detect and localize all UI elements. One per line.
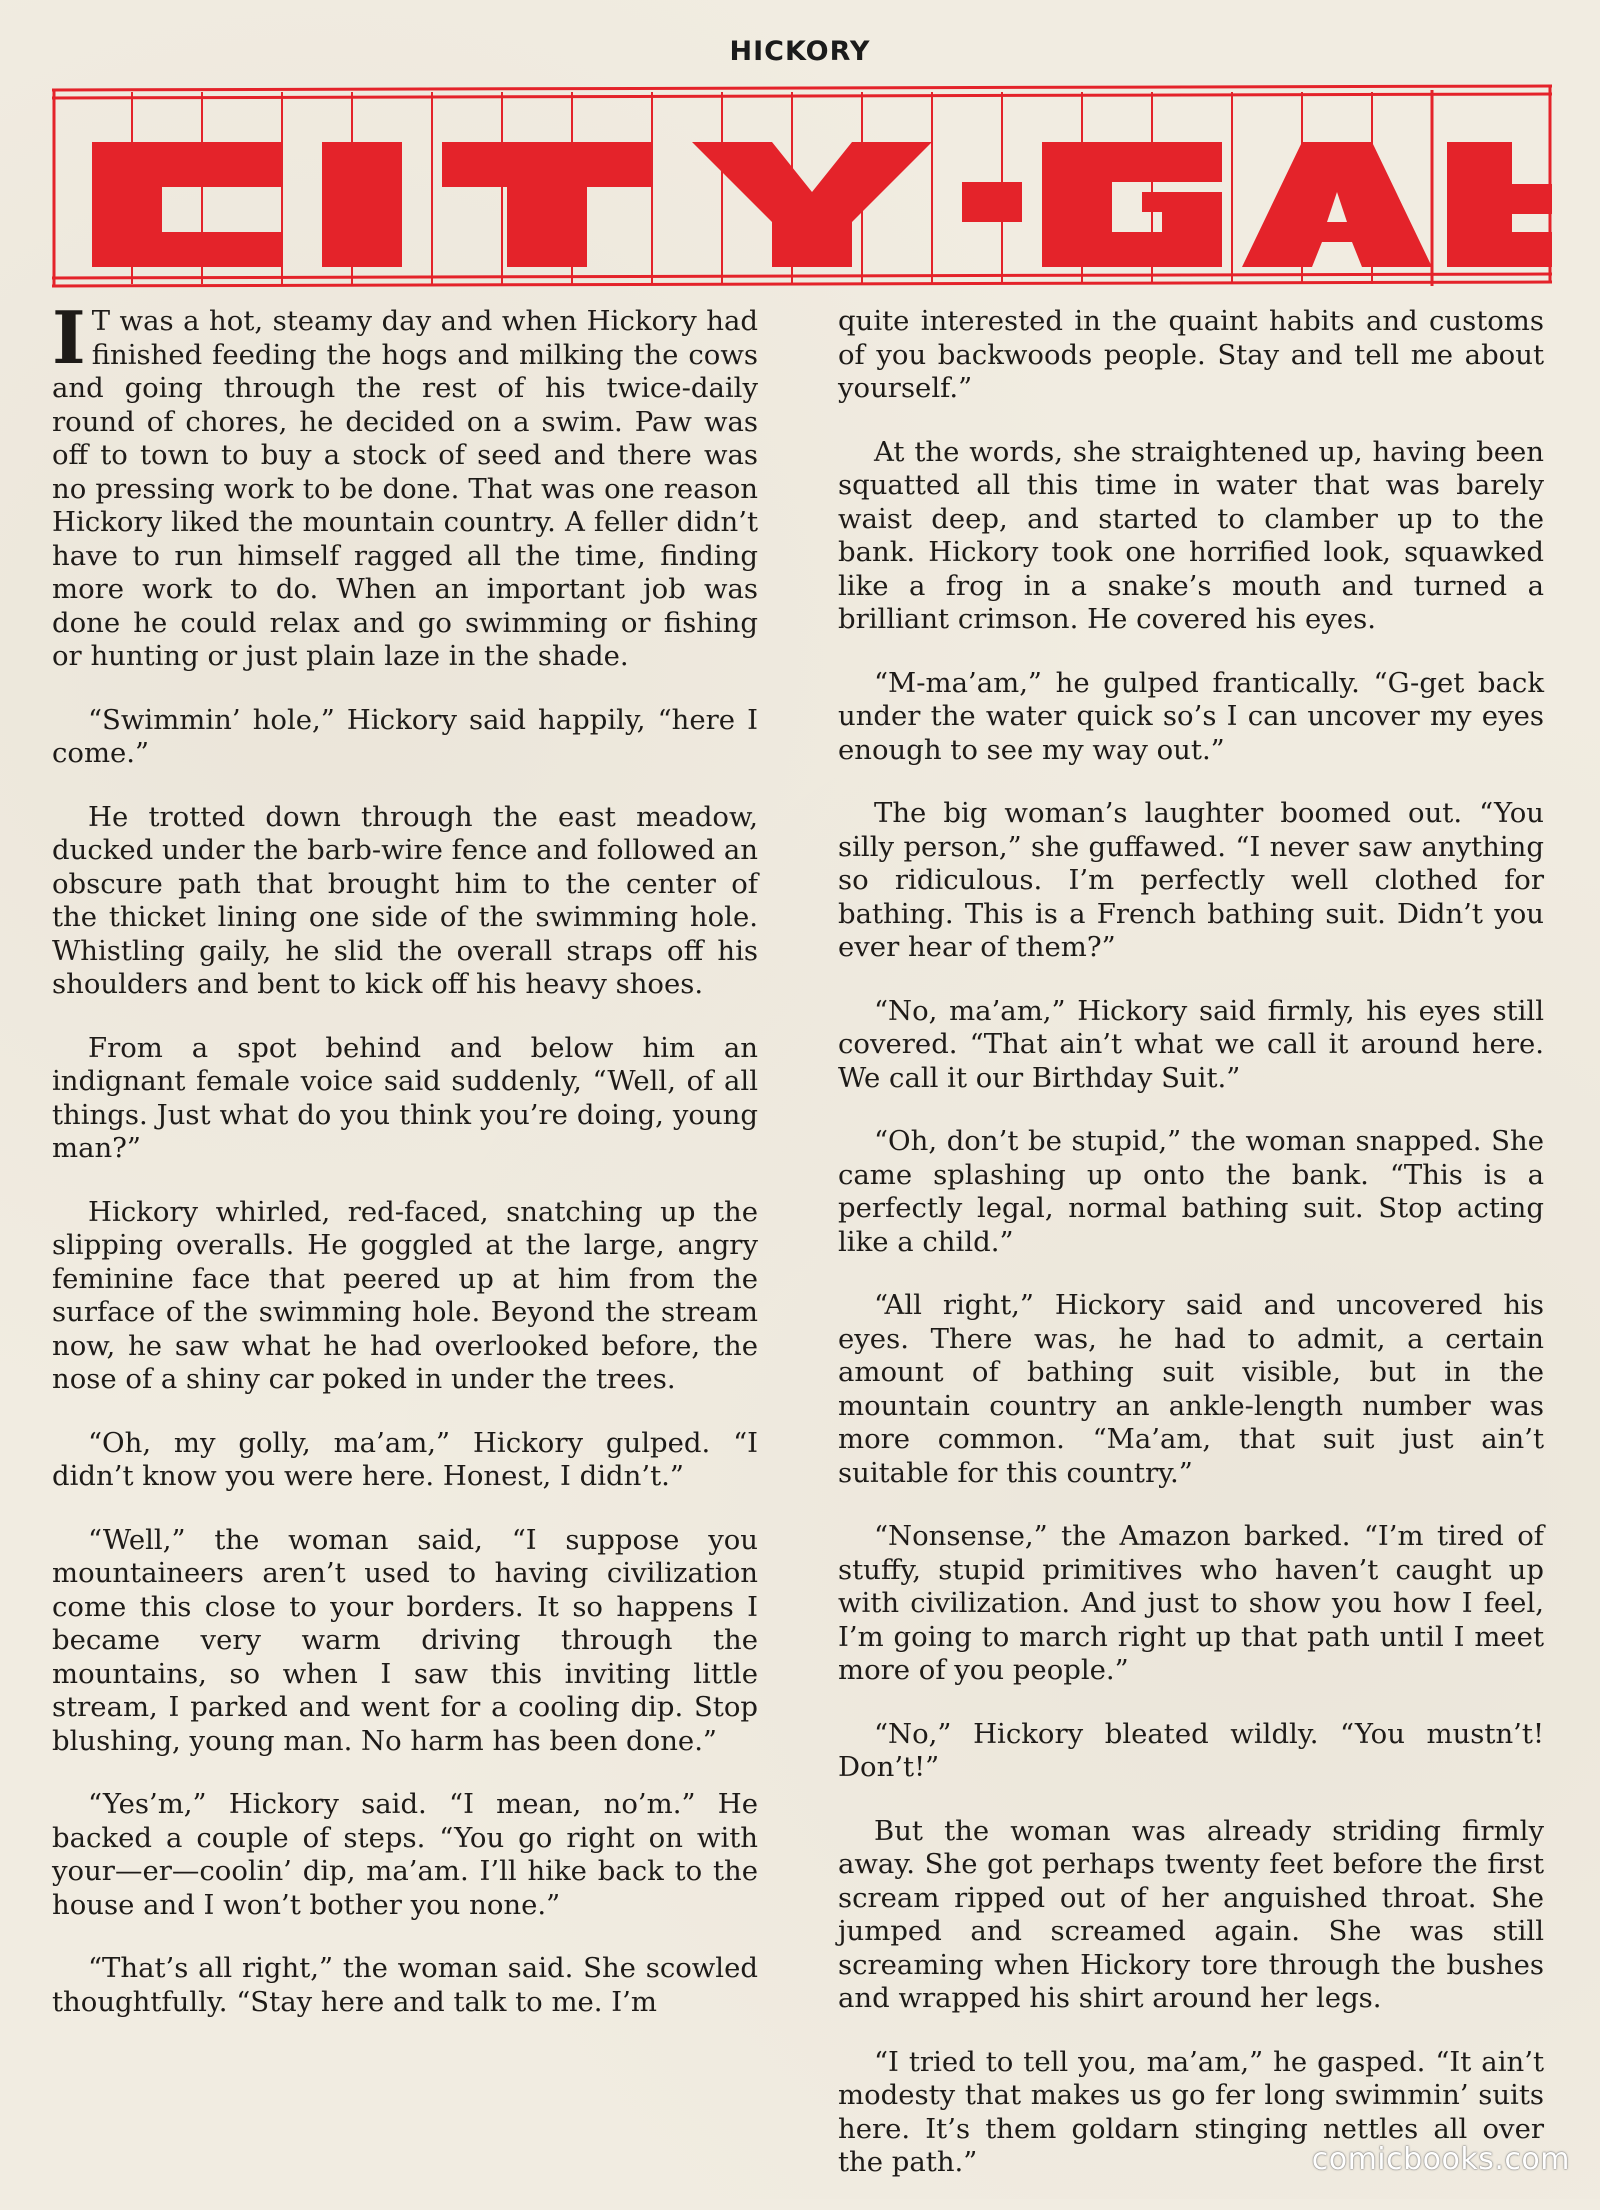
story-paragraph: Hickory whirled, red-faced, snatching up the slipping overalls. He goggled at the large, angry feminine face that peered up at him from the surface of the swimming hole. Beyond the stream now, he saw what he had overlooked before, the nose of a shiny car poked in under the trees. <box>52 1195 758 1395</box>
story-paragraph: “I tried to tell you, ma’am,” he gasped. “It ain’t modesty that makes us go fer long swimmin’ suits here. It’s them goldarn stinging nettles all over the path.” <box>838 2045 1544 2178</box>
story-paragraph: “Well,” the woman said, “I suppose you mountaineers aren’t used to having civilization come this close to your borders. It so happens I became very warm driving through the mountains, so when I saw this inviting little stream, I parked and went for a cooling dip. Stop blushing, young man. No harm has been done.” <box>52 1523 758 1757</box>
letter-y-shape <box>692 142 932 267</box>
story-paragraph: “Swimmin’ hole,” Hickory said happily, “here I come.” <box>52 703 758 769</box>
letter-t-top-shape <box>442 142 652 187</box>
left-column <box>52 295 758 2049</box>
story-paragraph: “Yes’m,” Hickory said. “I mean, no’m.” He backed a couple of steps. “You go right on with your—er—coolin’ dip, ma’am. I’ll hike back to the house and I won’t bother you none.” <box>52 1788 758 1921</box>
story-paragraph: “That’s all right,” the woman said. She scowled thoughtfully. “Stay here and talk to me. I’m <box>52 1952 758 2018</box>
story-paragraph: “No,” Hickory bleated wildly. “You mustn’t! Don’t!” <box>838 1717 1544 1783</box>
city-gal-fence-lettering <box>52 72 1552 302</box>
letter-i-shape <box>322 142 402 267</box>
running-head: HICKORY <box>729 36 871 67</box>
story-title <box>52 72 1552 302</box>
story-paragraph: “Nonsense,” the Amazon barked. “I’m tired of stuffy, stupid primitives who haven’t caught up with civilization. And just to show you how I feel, I’m going to march right up that path until I meet more of you people.” <box>838 1520 1544 1686</box>
story-paragraph <box>52 295 758 674</box>
watermark: comicbooks.com <box>1311 2142 1570 2177</box>
story-columns <box>52 295 1550 2178</box>
letter-g-shape <box>1042 142 1222 267</box>
hyphen-shape <box>962 182 1022 222</box>
story-paragraph: “No, ma’am,” Hickory said firmly, his eyes still covered. “That ain’t what we call it around here. We call it our Birthday Suit.” <box>838 994 1544 1094</box>
drop-cap: I <box>52 295 86 380</box>
story-paragraph: He trotted down through the east meadow, ducked under the barb-wire fence and followed an obscure path that brought him to the center of the thicket lining one side of the swimming hole. Whistling gaily, he slid the overall straps off his shoulders and bent to kick off his heavy shoes. <box>52 800 758 1000</box>
story-paragraph: The big woman’s laughter boomed out. “You silly person,” she guffawed. “I never saw anything so ridiculous. I’m perfectly well clothed for bathing. This is a French bathing suit. Didn’t you ever hear of them?” <box>838 797 1544 963</box>
paragraph-text: T was a hot, steamy day and when Hickory had finished feeding the hogs and milking the cows and going through the rest of his twice-daily round of chores, he decided on a swim. Paw was off to town to buy a stock of seed and there was no pressing work to be done. That was one reason Hickory liked the mountain country. A feller didn’t have to run himself ragged all the time, finding more work to do. When an important job was done he could relax and go swimming or fishing or hunting or just plain laze in the shade. <box>52 305 758 672</box>
trailing-dash-shape <box>1512 184 1552 214</box>
right-column <box>838 305 1544 2210</box>
letter-a-shape <box>1242 142 1432 267</box>
story-paragraph: But the woman was already striding firmly away. She got perhaps twenty feet before the first scream ripped out of her anguished throat. She jumped and screamed again. She was still screaming when Hickory tore through the bushes and wrapped his shirt around her legs. <box>838 1814 1544 2014</box>
story-paragraph: “Oh, don’t be stupid,” the woman snapped. She came splashing up onto the bank. “This is a perfectly legal, normal bathing suit. Stop acting like a child.” <box>838 1125 1544 1258</box>
story-paragraph: quite interested in the quaint habits and customs of you backwoods people. Stay and tell me about yourself.” <box>838 305 1544 404</box>
story-paragraph: “Oh, my golly, ma’am,” Hickory gulped. “I didn’t know you were here. Honest, I didn’t.” <box>52 1426 758 1492</box>
story-paragraph: At the words, she straightened up, having been squatted all this time in water that was barely waist deep, and started to clamber up to the bank. Hickory took one horrified look, squawked like a frog in a snake’s mouth and turned a brilliant crimson. He covered his eyes. <box>838 435 1544 635</box>
letter-c-shape <box>92 142 282 267</box>
letter-t-stem-shape <box>507 182 587 267</box>
story-paragraph: From a spot behind and below him an indignant female voice said suddenly, “Well, of all things. Just what do you think you’re doing, young man?” <box>52 1031 758 1164</box>
story-paragraph: “M-ma’am,” he gulped frantically. “G-get back under the water quick so’s I can uncover my eyes enough to see my way out.” <box>838 666 1544 766</box>
story-paragraph: “All right,” Hickory said and uncovered his eyes. There was, he had to admit, a certain amount of bathing suit visible, but in the mountain country an ankle-length number was more common. “Ma’am, that suit just ain’t suitable for this country.” <box>838 1289 1544 1489</box>
